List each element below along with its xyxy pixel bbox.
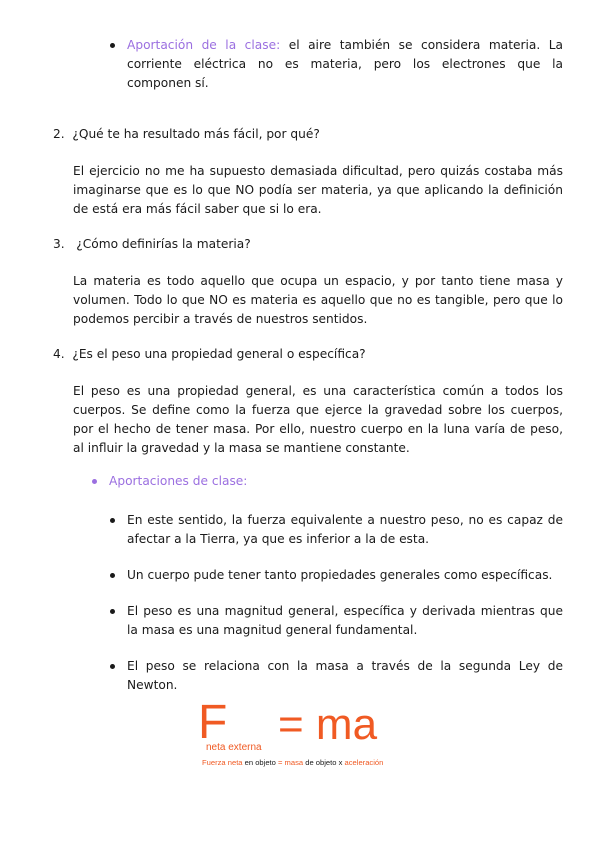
question-4: 4. ¿Es el peso una propiedad general o específica? bbox=[53, 347, 366, 361]
bullet-dot bbox=[110, 664, 115, 669]
bullet-dot bbox=[110, 518, 115, 523]
answer-3: La materia es todo aquello que ocupa un espacio, y por tanto tiene masa y volumen. Todo lo que NO es materia es aquello que no es tangible, pero que lo podemos percibir a través de nuestros sentidos. bbox=[73, 274, 563, 326]
purple-bullet-dot bbox=[92, 479, 97, 484]
formula-F: F bbox=[198, 696, 228, 749]
answer-4: El peso es una propiedad general, es una característica común a todos los cuerpos. Se define como la fuerza que ejerce la gravedad sobre los cuerpos, por el hecho de tener masa. Por ello, nuestro cuerpo en la luna varía de peso, al influir la gravedad y la masa se mantiene constante. bbox=[73, 384, 563, 455]
class-contribution-label: Aportación de la clase: bbox=[127, 38, 281, 52]
contribution-item: El peso se relaciona con la masa a través de la segunda Ley de Newton. bbox=[127, 659, 563, 692]
formula-equals-ma: = ma bbox=[278, 700, 378, 749]
bullet-dot bbox=[110, 43, 115, 48]
formula-caption: Fuerza neta en objeto = masa de objeto x aceleración bbox=[202, 758, 384, 767]
contribution-item: Un cuerpo pude tener tanto propiedades generales como específicas. bbox=[127, 568, 553, 582]
contribution-item: El peso es una magnitud general, específica y derivada mientras que la masa es una magnitud general fundamental. bbox=[127, 604, 563, 637]
answer-2: El ejercicio no me ha supuesto demasiada dificultad, pero quizás costaba más imaginarse que es lo que NO podía ser materia, ya que aplicando la definición de está era más fácil saber que si lo era. bbox=[73, 164, 563, 216]
newton-second-law-formula bbox=[198, 696, 458, 782]
intro-bullet-text: Aportación de la clase: el aire también se considera materia. La corriente eléctrica no es materia, pero los electrones que la componen sí. bbox=[127, 38, 563, 90]
contribution-item: En este sentido, la fuerza equivalente a nuestro peso, no es capaz de afectar a la Tierra, ya que es inferior a la de esta. bbox=[127, 513, 563, 546]
question-2: 2. ¿Qué te ha resultado más fácil, por qué? bbox=[53, 127, 320, 141]
class-contributions-label: Aportaciones de clase: bbox=[109, 474, 248, 488]
bullet-dot bbox=[110, 573, 115, 578]
question-3: 3. ¿Cómo definirías la materia? bbox=[53, 237, 251, 251]
formula-subscript: neta externa bbox=[206, 742, 262, 753]
bullet-dot bbox=[110, 609, 115, 614]
